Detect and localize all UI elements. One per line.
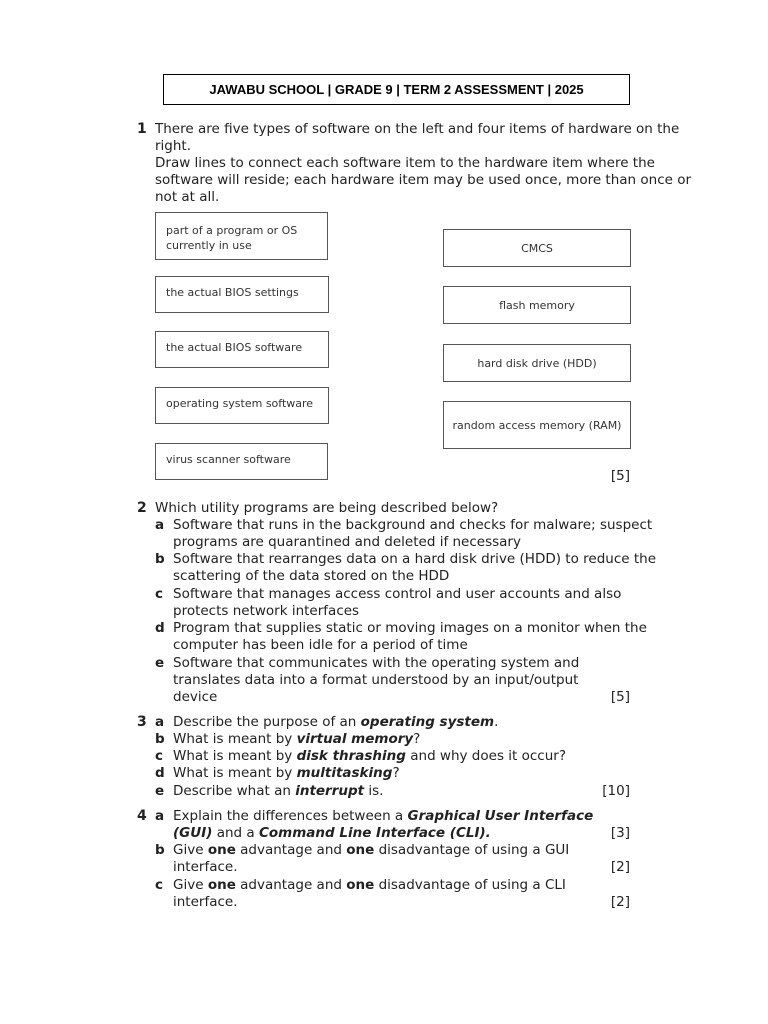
q2-intro: Which utility programs are being described below? bbox=[155, 500, 499, 516]
q3c-term: disk thrashing bbox=[296, 748, 406, 764]
q2d-letter: d bbox=[155, 620, 165, 636]
software-label: virus scanner software bbox=[166, 453, 291, 466]
q3b-letter: b bbox=[155, 731, 165, 747]
q4c-mid: advantage and bbox=[235, 877, 347, 893]
q3e-pre: Describe what an bbox=[173, 783, 296, 799]
assessment-header: JAWABU SCHOOL | GRADE 9 | TERM 2 ASSESSMENT | 2025 bbox=[163, 74, 630, 105]
q3a-pre: Describe the purpose of an bbox=[173, 714, 361, 730]
q1-line-3: Draw lines to connect each software item to the hardware item where the bbox=[155, 155, 655, 171]
q3e-term: interrupt bbox=[295, 783, 365, 799]
q3b-term: virtual memory bbox=[296, 731, 414, 747]
q3a-term: operating system bbox=[360, 714, 495, 730]
q4c-line-1 bbox=[173, 877, 566, 894]
q4b-marks: [2] bbox=[610, 859, 630, 875]
q4a-gui-term: Graphical User Interface bbox=[407, 808, 594, 824]
question-3-number: 3 bbox=[137, 714, 147, 730]
q3d-post: ? bbox=[392, 765, 400, 781]
q1-marks: [5] bbox=[610, 468, 630, 484]
q4b-one-2: one bbox=[346, 842, 375, 858]
hardware-label: hard disk drive (HDD) bbox=[477, 356, 597, 370]
q4b-post: disadvantage of using a GUI bbox=[374, 842, 570, 858]
q2a-letter: a bbox=[155, 517, 165, 533]
q4b-letter: b bbox=[155, 842, 165, 858]
software-label: part of a program or OS bbox=[166, 224, 298, 237]
q4c-one-2: one bbox=[346, 877, 375, 893]
q2d-line-2: computer has been idle for a period of time bbox=[173, 637, 468, 653]
software-box-virus-scanner[interactable] bbox=[155, 443, 328, 480]
q3d-letter: d bbox=[155, 765, 165, 781]
q2e-line-3: device bbox=[173, 689, 218, 705]
q2-marks: [5] bbox=[610, 689, 630, 705]
q4c-one-1: one bbox=[207, 877, 236, 893]
software-box-bios-settings[interactable] bbox=[155, 276, 329, 313]
software-box-os[interactable] bbox=[155, 387, 329, 424]
software-box-bios-software[interactable] bbox=[155, 331, 329, 368]
q4b-line-2: interface. bbox=[173, 859, 238, 875]
question-2-number: 2 bbox=[137, 500, 147, 516]
q2e-line-1: Software that communicates with the operating system and bbox=[173, 655, 580, 671]
q4b-line-1 bbox=[173, 842, 569, 859]
q2b-line-2: scattering of the data stored on the HDD bbox=[173, 568, 450, 584]
question-4-number: 4 bbox=[137, 808, 147, 824]
hardware-box-hdd[interactable] bbox=[443, 344, 631, 382]
q3-marks: [10] bbox=[602, 783, 630, 799]
q2b-line-1: Software that rearranges data on a hard disk drive (HDD) to reduce the bbox=[173, 551, 656, 567]
q2d-line-1: Program that supplies static or moving images on a monitor when the bbox=[173, 620, 647, 636]
hardware-box-ram[interactable] bbox=[443, 401, 631, 449]
q3a-text bbox=[173, 714, 498, 731]
q4a-marks: [3] bbox=[610, 825, 630, 841]
software-label: currently in use bbox=[166, 239, 252, 252]
q3d-term: multitasking bbox=[296, 765, 393, 781]
q3e-post: is. bbox=[364, 783, 384, 799]
q2e-line-2: translates data into a format understood by an input/output bbox=[173, 672, 579, 688]
q1-line-2: right. bbox=[155, 138, 192, 154]
software-label: the actual BIOS software bbox=[166, 341, 303, 354]
q2c-line-2: protects network interfaces bbox=[173, 603, 360, 619]
q2a-line-2: programs are quarantined and deleted if necessary bbox=[173, 534, 521, 550]
software-label: the actual BIOS settings bbox=[166, 286, 299, 299]
q2e-letter: e bbox=[155, 655, 165, 671]
q4a-cli-term: Command Line Interface (CLI). bbox=[258, 825, 491, 841]
q4a-pre: Explain the differences between a bbox=[173, 808, 408, 824]
q4c-line-2: interface. bbox=[173, 894, 238, 910]
q1-line-1: There are five types of software on the left and four items of hardware on the bbox=[155, 121, 680, 137]
q3a-post: . bbox=[494, 714, 499, 730]
hardware-box-cmcs[interactable] bbox=[443, 229, 631, 267]
q2c-letter: c bbox=[155, 586, 164, 602]
hardware-label: CMCS bbox=[521, 241, 553, 255]
q4a-gui-abbr: (GUI) bbox=[173, 825, 213, 841]
question-1-number: 1 bbox=[137, 121, 147, 137]
q4a-line-1 bbox=[173, 808, 593, 825]
q4c-pre: Give bbox=[173, 877, 208, 893]
q2a-line-1: Software that runs in the background and checks for malware; suspect bbox=[173, 517, 653, 533]
q4c-post: disadvantage of using a CLI bbox=[374, 877, 566, 893]
q4a-mid: and a bbox=[212, 825, 259, 841]
q3b-pre: What is meant by bbox=[173, 731, 297, 747]
q2c-line-1: Software that manages access control and user accounts and also bbox=[173, 586, 622, 602]
q4c-letter: c bbox=[155, 877, 164, 893]
hardware-label: random access memory (RAM) bbox=[452, 418, 622, 432]
q4c-marks: [2] bbox=[610, 894, 630, 910]
software-box-program-in-use[interactable] bbox=[155, 212, 328, 260]
q3e-letter: e bbox=[155, 783, 165, 799]
hardware-box-flash-memory[interactable] bbox=[443, 286, 631, 324]
q3b-post: ? bbox=[413, 731, 421, 747]
q1-line-4: software will reside; each hardware item may be used once, more than once or bbox=[155, 172, 692, 188]
q4b-mid: advantage and bbox=[235, 842, 347, 858]
q1-line-5: not at all. bbox=[155, 189, 220, 205]
q3e-text bbox=[173, 783, 383, 800]
q3c-letter: c bbox=[155, 748, 164, 764]
q4a-line-2 bbox=[173, 825, 491, 842]
q3d-pre: What is meant by bbox=[173, 765, 297, 781]
q3c-text bbox=[173, 748, 566, 765]
q3c-pre: What is meant by bbox=[173, 748, 297, 764]
hardware-label: flash memory bbox=[499, 298, 575, 312]
q4b-one-1: one bbox=[207, 842, 236, 858]
q4a-letter: a bbox=[155, 808, 165, 824]
q3b-text bbox=[173, 731, 420, 748]
q3a-letter: a bbox=[155, 714, 165, 730]
q3c-post: and why does it occur? bbox=[405, 748, 566, 764]
q2b-letter: b bbox=[155, 551, 165, 567]
software-label: operating system software bbox=[166, 397, 314, 410]
q3d-text bbox=[173, 765, 400, 782]
q4b-pre: Give bbox=[173, 842, 208, 858]
